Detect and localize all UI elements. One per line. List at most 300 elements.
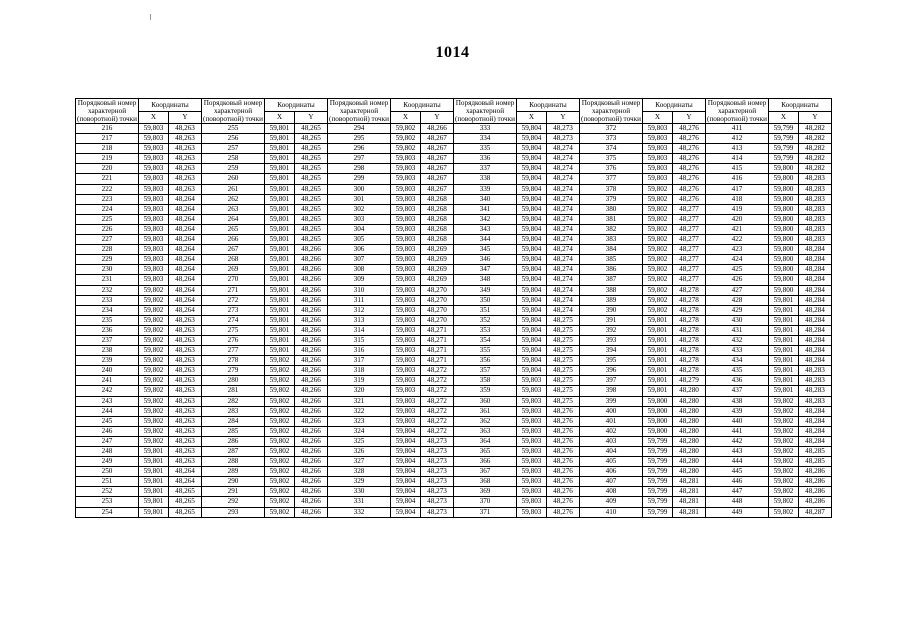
y-coordinate-cell: 48,274 [547,174,580,184]
x-coordinate-cell: 59,804 [517,124,547,134]
x-coordinate-cell: 59,804 [391,457,421,467]
y-coordinate-cell: 48,267 [421,144,454,154]
x-coordinate-cell: 59,802 [139,426,169,436]
x-coordinate-cell: 59,803 [391,335,421,345]
point-number-cell: 255 [202,124,265,134]
y-coordinate-cell: 48,274 [547,184,580,194]
x-coordinate-cell: 59,801 [769,335,799,345]
y-coordinate-cell: 48,284 [799,325,832,335]
y-coordinate-cell: 48,276 [547,426,580,436]
point-number-cell: 447 [706,487,769,497]
y-coordinate-cell: 48,263 [169,315,202,325]
y-coordinate-cell: 48,264 [169,265,202,275]
x-coordinate-cell: 59,803 [139,184,169,194]
y-coordinate-cell: 48,274 [547,235,580,245]
x-coordinate-cell: 59,802 [643,305,673,315]
table-row [76,144,832,154]
point-number-cell: 353 [454,325,517,335]
x-coordinate-cell: 59,803 [391,174,421,184]
x-coordinate-cell: 59,802 [265,376,295,386]
y-coordinate-cell: 48,276 [673,144,706,154]
x-coordinate-cell: 59,801 [265,174,295,184]
x-coordinate-cell: 59,802 [139,285,169,295]
x-coordinate-cell: 59,801 [265,224,295,234]
x-coordinate-cell: 59,803 [391,245,421,255]
point-number-cell: 360 [454,396,517,406]
x-coordinate-cell: 59,804 [517,335,547,345]
x-coordinate-cell: 59,801 [265,285,295,295]
point-number-cell: 405 [580,457,643,467]
y-coordinate-cell: 48,281 [673,507,706,517]
x-coordinate-cell: 59,800 [769,285,799,295]
y-coordinate-cell: 48,273 [421,507,454,517]
coordinates-header: Координаты [139,99,202,112]
x-coordinate-cell: 59,803 [391,224,421,234]
point-number-cell: 424 [706,255,769,265]
point-number-cell: 366 [454,457,517,467]
y-coordinate-cell: 48,266 [295,386,328,396]
point-number-cell: 248 [76,447,139,457]
table-row [76,124,832,134]
y-header: Y [295,111,328,124]
table-row [76,285,832,295]
y-coordinate-cell: 48,266 [295,396,328,406]
y-coordinate-cell: 48,266 [295,285,328,295]
point-number-cell: 247 [76,436,139,446]
table-row [76,396,832,406]
point-number-cell: 367 [454,467,517,477]
x-coordinate-cell: 59,800 [643,416,673,426]
y-coordinate-cell: 48,267 [421,184,454,194]
point-number-cell: 443 [706,447,769,457]
table-row [76,346,832,356]
x-coordinate-cell: 59,802 [139,346,169,356]
y-coordinate-cell: 48,287 [799,507,832,517]
x-coordinate-cell: 59,800 [769,194,799,204]
y-coordinate-cell: 48,272 [421,406,454,416]
point-number-cell: 363 [454,426,517,436]
y-coordinate-cell: 48,278 [673,335,706,345]
point-number-cell: 406 [580,467,643,477]
x-coordinate-cell: 59,803 [391,255,421,265]
point-number-cell: 325 [328,436,391,446]
y-coordinate-cell: 48,276 [673,184,706,194]
x-coordinate-cell: 59,802 [139,416,169,426]
point-number-cell: 297 [328,154,391,164]
x-coordinate-cell: 59,802 [769,507,799,517]
x-coordinate-cell: 59,799 [643,436,673,446]
x-coordinate-cell: 59,803 [391,154,421,164]
point-number-cell: 302 [328,204,391,214]
point-number-cell: 441 [706,426,769,436]
table-row [76,406,832,416]
x-coordinate-cell: 59,802 [139,335,169,345]
y-coordinate-cell: 48,268 [421,194,454,204]
y-coordinate-cell: 48,266 [295,406,328,416]
y-coordinate-cell: 48,265 [169,507,202,517]
point-number-cell: 239 [76,356,139,366]
point-number-cell: 364 [454,436,517,446]
point-number-cell: 304 [328,224,391,234]
x-coordinate-cell: 59,802 [265,416,295,426]
y-coordinate-cell: 48,277 [673,265,706,275]
point-number-cell: 324 [328,426,391,436]
x-coordinate-cell: 59,801 [265,194,295,204]
point-number-cell: 281 [202,386,265,396]
x-coordinate-cell: 59,802 [265,447,295,457]
x-coordinate-cell: 59,802 [769,406,799,416]
point-number-cell: 275 [202,325,265,335]
x-coordinate-cell: 59,802 [265,426,295,436]
point-number-cell: 341 [454,204,517,214]
x-coordinate-cell: 59,800 [769,184,799,194]
table-row [76,204,832,214]
y-coordinate-cell: 48,276 [547,406,580,416]
point-number-cell: 254 [76,507,139,517]
point-number-cell: 276 [202,335,265,345]
point-number-cell: 295 [328,134,391,144]
table-row [76,457,832,467]
point-number-cell: 336 [454,154,517,164]
x-header: X [643,111,673,124]
y-coordinate-cell: 48,265 [295,144,328,154]
point-number-cell: 395 [580,356,643,366]
point-number-cell: 381 [580,214,643,224]
table-row [76,467,832,477]
y-coordinate-cell: 48,267 [421,174,454,184]
point-number-cell: 377 [580,174,643,184]
y-coordinate-cell: 48,283 [799,224,832,234]
x-coordinate-cell: 59,802 [391,124,421,134]
y-coordinate-cell: 48,264 [169,275,202,285]
x-coordinate-cell: 59,803 [391,346,421,356]
point-number-cell: 269 [202,265,265,275]
y-coordinate-cell: 48,283 [799,214,832,224]
y-coordinate-cell: 48,269 [421,265,454,275]
y-coordinate-cell: 48,263 [169,426,202,436]
point-number-cell: 238 [76,346,139,356]
y-coordinate-cell: 48,270 [421,285,454,295]
x-coordinate-cell: 59,802 [643,295,673,305]
point-number-cell: 305 [328,235,391,245]
y-coordinate-cell: 48,267 [421,134,454,144]
x-coordinate-cell: 59,802 [643,245,673,255]
point-number-cell: 415 [706,164,769,174]
table-row [76,315,832,325]
point-number-cell: 290 [202,477,265,487]
table-row [76,265,832,275]
point-number-cell: 347 [454,265,517,275]
x-coordinate-cell: 59,801 [769,325,799,335]
y-coordinate-cell: 48,282 [799,164,832,174]
x-coordinate-cell: 59,803 [517,457,547,467]
y-coordinate-cell: 48,264 [169,467,202,477]
y-coordinate-cell: 48,283 [799,204,832,214]
y-coordinate-cell: 48,264 [169,224,202,234]
x-coordinate-cell: 59,802 [769,396,799,406]
point-number-cell: 369 [454,487,517,497]
y-coordinate-cell: 48,280 [673,386,706,396]
table-row [76,275,832,285]
y-coordinate-cell: 48,264 [169,245,202,255]
y-coordinate-cell: 48,273 [421,447,454,457]
point-number-cell: 442 [706,436,769,446]
point-number-cell: 285 [202,426,265,436]
x-coordinate-cell: 59,801 [769,366,799,376]
point-number-cell: 334 [454,134,517,144]
y-coordinate-cell: 48,276 [547,487,580,497]
point-number-cell: 351 [454,305,517,315]
point-number-cell: 328 [328,467,391,477]
point-number-cell: 448 [706,497,769,507]
x-coordinate-cell: 59,804 [517,275,547,285]
x-coordinate-cell: 59,804 [391,467,421,477]
y-coordinate-cell: 48,266 [295,245,328,255]
x-coordinate-cell: 59,800 [643,406,673,416]
point-number-cell: 446 [706,477,769,487]
y-coordinate-cell: 48,282 [799,144,832,154]
x-coordinate-cell: 59,803 [643,134,673,144]
coordinates-header: Координаты [265,99,328,112]
y-coordinate-cell: 48,278 [673,295,706,305]
y-coordinate-cell: 48,272 [421,396,454,406]
y-coordinate-cell: 48,264 [169,194,202,204]
y-coordinate-cell: 48,265 [295,164,328,174]
point-number-cell: 356 [454,356,517,366]
y-coordinate-cell: 48,271 [421,346,454,356]
x-coordinate-cell: 59,802 [769,436,799,446]
y-coordinate-cell: 48,273 [421,477,454,487]
y-coordinate-cell: 48,263 [169,416,202,426]
point-number-cell: 249 [76,457,139,467]
point-number-cell: 224 [76,204,139,214]
point-number-cell: 288 [202,457,265,467]
point-number-cell: 278 [202,356,265,366]
y-coordinate-cell: 48,284 [799,245,832,255]
point-number-cell: 317 [328,356,391,366]
point-number-cell: 380 [580,204,643,214]
x-coordinate-cell: 59,803 [139,144,169,154]
y-coordinate-cell: 48,263 [169,386,202,396]
y-coordinate-cell: 48,265 [295,124,328,134]
point-number-cell: 396 [580,366,643,376]
point-number-cell: 270 [202,275,265,285]
y-coordinate-cell: 48,281 [673,477,706,487]
y-coordinate-cell: 48,263 [169,144,202,154]
point-number-cell: 230 [76,265,139,275]
y-coordinate-cell: 48,273 [421,487,454,497]
y-header: Y [799,111,832,124]
coordinates-header: Координаты [391,99,454,112]
point-number-cell: 237 [76,335,139,345]
x-coordinate-cell: 59,802 [265,396,295,406]
x-coordinate-cell: 59,801 [265,245,295,255]
x-coordinate-cell: 59,801 [139,467,169,477]
point-number-cell: 355 [454,346,517,356]
point-number-cell: 344 [454,235,517,245]
x-coordinate-cell: 59,801 [265,134,295,144]
x-coordinate-cell: 59,803 [139,154,169,164]
y-coordinate-cell: 48,264 [169,235,202,245]
y-coordinate-cell: 48,272 [421,376,454,386]
point-number-cell: 287 [202,447,265,457]
x-coordinate-cell: 59,799 [643,457,673,467]
point-number-cell: 233 [76,295,139,305]
y-coordinate-cell: 48,265 [295,204,328,214]
point-number-cell: 368 [454,477,517,487]
x-coordinate-cell: 59,801 [265,275,295,285]
x-coordinate-cell: 59,802 [643,285,673,295]
y-coordinate-cell: 48,263 [169,436,202,446]
y-coordinate-cell: 48,265 [295,214,328,224]
y-coordinate-cell: 48,275 [547,386,580,396]
x-coordinate-cell: 59,802 [265,487,295,497]
point-number-cell: 342 [454,214,517,224]
x-coordinate-cell: 59,803 [139,174,169,184]
y-coordinate-cell: 48,266 [295,305,328,315]
coordinates-table [75,98,832,518]
x-coordinate-cell: 59,802 [139,315,169,325]
y-coordinate-cell: 48,284 [799,275,832,285]
y-coordinate-cell: 48,274 [547,265,580,275]
x-coordinate-cell: 59,803 [139,204,169,214]
x-coordinate-cell: 59,802 [265,356,295,366]
point-number-cell: 253 [76,497,139,507]
point-number-cell: 433 [706,346,769,356]
x-coordinate-cell: 59,803 [139,124,169,134]
point-number-cell: 257 [202,144,265,154]
x-coordinate-cell: 59,799 [769,154,799,164]
point-number-cell: 431 [706,325,769,335]
y-coordinate-cell: 48,280 [673,396,706,406]
point-number-cell: 427 [706,285,769,295]
table-row [76,214,832,224]
point-number-cell: 330 [328,487,391,497]
point-number-cell: 303 [328,214,391,224]
y-coordinate-cell: 48,266 [295,376,328,386]
y-coordinate-cell: 48,274 [547,224,580,234]
y-coordinate-cell: 48,276 [673,194,706,204]
y-coordinate-cell: 48,284 [799,426,832,436]
table-row [76,487,832,497]
point-number-cell: 223 [76,194,139,204]
table-row [76,184,832,194]
x-coordinate-cell: 59,801 [139,497,169,507]
x-coordinate-cell: 59,803 [391,366,421,376]
y-coordinate-cell: 48,276 [547,416,580,426]
point-number-cell: 292 [202,497,265,507]
y-coordinate-cell: 48,284 [799,315,832,325]
point-number-cell: 236 [76,325,139,335]
y-coordinate-cell: 48,283 [799,396,832,406]
x-coordinate-cell: 59,803 [517,406,547,416]
x-coordinate-cell: 59,799 [643,507,673,517]
point-number-cell: 229 [76,255,139,265]
y-coordinate-cell: 48,265 [295,184,328,194]
x-coordinate-cell: 59,803 [517,467,547,477]
x-coordinate-cell: 59,803 [517,376,547,386]
x-coordinate-cell: 59,803 [391,184,421,194]
y-coordinate-cell: 48,266 [295,467,328,477]
x-coordinate-cell: 59,804 [517,134,547,144]
x-coordinate-cell: 59,800 [769,255,799,265]
point-number-cell: 245 [76,416,139,426]
point-number-cell: 337 [454,164,517,174]
y-coordinate-cell: 48,268 [421,235,454,245]
x-coordinate-cell: 59,800 [769,214,799,224]
y-coordinate-cell: 48,272 [421,366,454,376]
x-coordinate-cell: 59,804 [517,184,547,194]
x-coordinate-cell: 59,803 [391,164,421,174]
point-number-cell: 414 [706,154,769,164]
point-number-cell: 439 [706,406,769,416]
point-number-cell: 418 [706,194,769,204]
point-number-cell: 266 [202,235,265,245]
y-coordinate-cell: 48,264 [169,214,202,224]
point-number-cell: 262 [202,194,265,204]
x-coordinate-cell: 59,800 [769,174,799,184]
x-coordinate-cell: 59,800 [769,164,799,174]
x-coordinate-cell: 59,800 [769,235,799,245]
x-coordinate-cell: 59,803 [517,497,547,507]
y-coordinate-cell: 48,278 [673,356,706,366]
point-number-cell: 338 [454,174,517,184]
point-number-cell: 397 [580,376,643,386]
y-coordinate-cell: 48,277 [673,275,706,285]
x-coordinate-cell: 59,802 [643,275,673,285]
x-coordinate-cell: 59,803 [517,477,547,487]
x-coordinate-cell: 59,804 [517,204,547,214]
x-coordinate-cell: 59,802 [769,457,799,467]
point-number-cell: 357 [454,366,517,376]
x-coordinate-cell: 59,801 [769,356,799,366]
x-coordinate-cell: 59,803 [517,426,547,436]
x-coordinate-cell: 59,799 [769,134,799,144]
point-number-header: Порядковый номер характерной (поворотной) точки [329,99,389,123]
x-coordinate-cell: 59,802 [139,396,169,406]
x-coordinate-cell: 59,804 [517,315,547,325]
y-coordinate-cell: 48,276 [547,497,580,507]
point-number-cell: 274 [202,315,265,325]
point-number-cell: 221 [76,174,139,184]
y-header: Y [169,111,202,124]
point-number-cell: 306 [328,245,391,255]
point-number-cell: 416 [706,174,769,184]
x-coordinate-cell: 59,803 [139,275,169,285]
x-coordinate-cell: 59,799 [643,477,673,487]
point-number-cell: 291 [202,487,265,497]
point-number-cell: 425 [706,265,769,275]
x-coordinate-cell: 59,802 [139,386,169,396]
x-coordinate-cell: 59,804 [517,356,547,366]
y-coordinate-cell: 48,278 [673,305,706,315]
x-coordinate-cell: 59,803 [391,376,421,386]
x-coordinate-cell: 59,804 [517,285,547,295]
point-number-cell: 417 [706,184,769,194]
x-coordinate-cell: 59,804 [517,346,547,356]
x-coordinate-cell: 59,804 [517,325,547,335]
x-coordinate-cell: 59,803 [391,235,421,245]
x-coordinate-cell: 59,802 [391,134,421,144]
y-coordinate-cell: 48,274 [547,305,580,315]
y-coordinate-cell: 48,286 [799,487,832,497]
point-number-cell: 437 [706,386,769,396]
x-coordinate-cell: 59,804 [391,487,421,497]
y-coordinate-cell: 48,266 [295,265,328,275]
point-number-cell: 371 [454,507,517,517]
x-coordinate-cell: 59,804 [517,154,547,164]
x-coordinate-cell: 59,801 [769,315,799,325]
